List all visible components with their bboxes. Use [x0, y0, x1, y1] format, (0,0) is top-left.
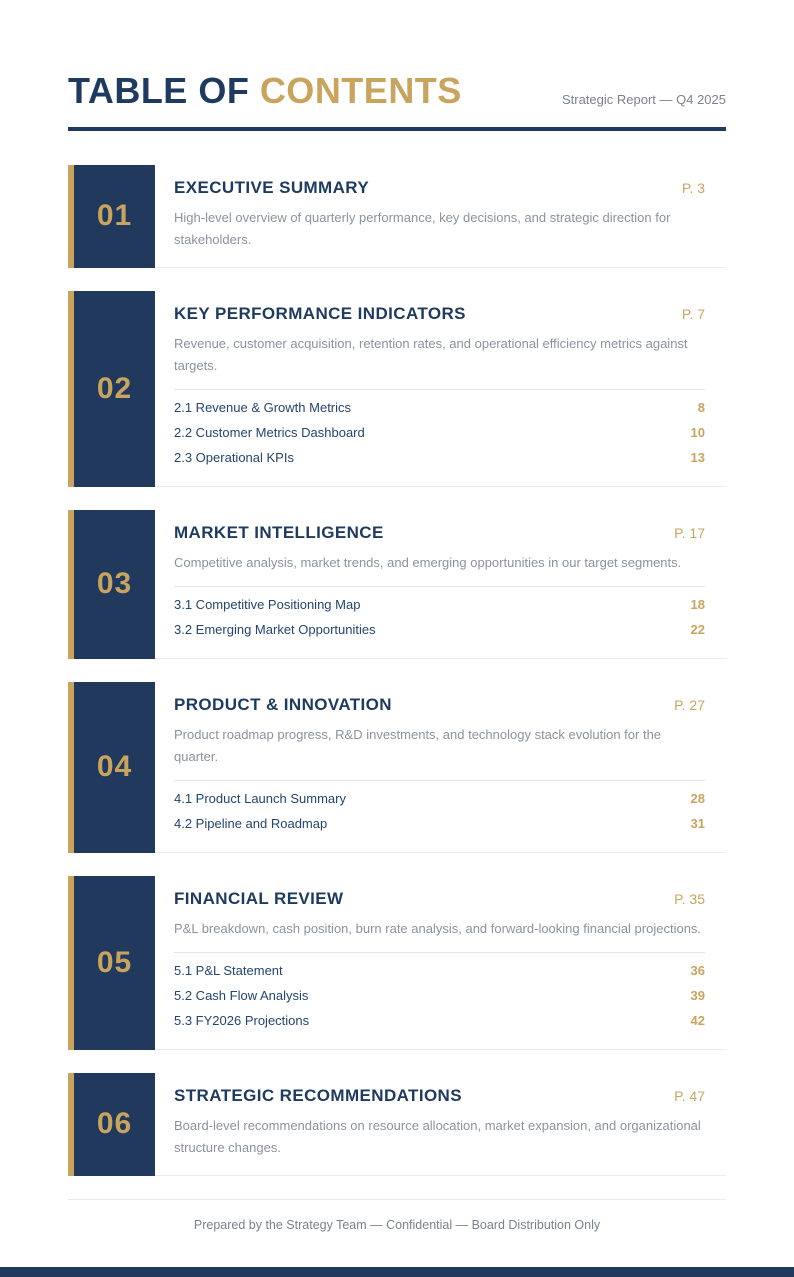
section-number-box — [68, 291, 155, 487]
section-number-box — [68, 510, 155, 659]
subsection-row[interactable] — [174, 395, 705, 420]
section-body — [155, 165, 726, 268]
subsection-label[interactable]: 3.2 Emerging Market Opportunities — [174, 621, 376, 637]
header-divider — [68, 127, 726, 131]
section-title[interactable]: PRODUCT & INNOVATION — [174, 694, 392, 714]
section-description: Revenue, customer acquisition, retention rates, and operational efficiency metrics against targets. — [174, 335, 688, 373]
section-page-number[interactable]: P. 3 — [681, 179, 705, 196]
section-title-row[interactable] — [174, 178, 705, 198]
subsection-page-number[interactable]: 31 — [690, 815, 705, 831]
subsection-label[interactable]: 5.3 FY2026 Projections — [174, 1012, 310, 1028]
section-number-box — [68, 165, 155, 268]
toc-section-financial-review — [68, 876, 726, 1050]
subsection-list — [174, 952, 705, 1033]
section-description: High-level overview of quarterly performance, key decisions, and strategic direction for stakeholders. — [174, 209, 671, 247]
toc-section-key-performance-indicators — [68, 291, 726, 487]
subsection-list — [174, 780, 705, 836]
subsection-row[interactable] — [174, 983, 705, 1008]
subsection-list — [174, 586, 705, 642]
section-body — [155, 876, 726, 1050]
section-title-row[interactable] — [174, 523, 705, 543]
section-description: Board-level recommendations on resource allocation, market expansion, and organizational structure changes. — [174, 1117, 701, 1155]
subsection-label[interactable]: 4.2 Pipeline and Roadmap — [174, 815, 328, 831]
section-page-number[interactable]: P. 17 — [674, 524, 705, 541]
subsection-page-number[interactable]: 13 — [690, 449, 705, 465]
subsection-row[interactable] — [174, 786, 705, 811]
toc-list — [68, 165, 726, 1176]
section-description: Product roadmap progress, R&D investments, and technology stack evolution for the quarter. — [174, 726, 662, 764]
section-page-number[interactable]: P. 47 — [674, 1087, 705, 1104]
subsection-label[interactable]: 5.2 Cash Flow Analysis — [174, 987, 309, 1003]
footer-text: Prepared by the Strategy Team — Confidential — Board Distribution Only — [193, 1217, 601, 1232]
subsection-label[interactable]: 2.3 Operational KPIs — [174, 449, 294, 465]
subsection-page-number[interactable]: 18 — [690, 596, 705, 612]
section-body — [155, 510, 726, 659]
subsection-label[interactable]: 4.1 Product Launch Summary — [174, 790, 346, 806]
section-title[interactable]: MARKET INTELLIGENCE — [174, 522, 384, 542]
subsection-row[interactable] — [174, 420, 705, 445]
subsection-page-number[interactable]: 36 — [690, 962, 705, 978]
section-body — [155, 682, 726, 853]
subsection-row[interactable] — [174, 1008, 705, 1033]
page-title — [68, 72, 462, 110]
section-number: 01 — [96, 199, 133, 233]
section-number-box — [68, 1073, 155, 1176]
section-number: 06 — [96, 1107, 133, 1141]
section-title-row[interactable] — [174, 304, 705, 324]
page-header — [68, 72, 726, 110]
page-title-accent: CONTENTS — [259, 70, 462, 111]
subsection-label[interactable]: 2.2 Customer Metrics Dashboard — [174, 424, 365, 440]
section-description: Competitive analysis, market trends, and emerging opportunities in our target segments. — [174, 554, 682, 570]
toc-section-executive-summary — [68, 165, 726, 268]
toc-section-market-intelligence — [68, 510, 726, 659]
section-number: 04 — [96, 750, 133, 784]
section-number: 02 — [96, 371, 133, 405]
subsection-label[interactable]: 5.1 P&L Statement — [174, 962, 283, 978]
section-number-box — [68, 682, 155, 853]
section-body — [155, 291, 726, 487]
section-page-number[interactable]: P. 27 — [674, 696, 705, 713]
section-title-row[interactable] — [174, 695, 705, 715]
section-page-number[interactable]: P. 35 — [674, 890, 705, 907]
section-number-box — [68, 876, 155, 1050]
section-description: P&L breakdown, cash position, burn rate analysis, and forward-looking financial projections. — [174, 920, 702, 936]
toc-section-strategic-recommendations — [68, 1073, 726, 1176]
section-title[interactable]: KEY PERFORMANCE INDICATORS — [174, 303, 466, 323]
page-footer — [68, 1199, 726, 1232]
section-body — [155, 1073, 726, 1176]
subsection-page-number[interactable]: 10 — [690, 424, 705, 440]
subsection-row[interactable] — [174, 592, 705, 617]
subsection-row[interactable] — [174, 958, 705, 983]
page-title-primary: TABLE OF — [68, 70, 260, 111]
subsection-row[interactable] — [174, 811, 705, 836]
section-title-row[interactable] — [174, 1086, 705, 1106]
section-title-row[interactable] — [174, 889, 705, 909]
section-title[interactable]: FINANCIAL REVIEW — [174, 888, 344, 908]
report-subtitle: Strategic Report — Q4 2025 — [561, 91, 726, 107]
subsection-page-number[interactable]: 22 — [690, 621, 705, 637]
subsection-page-number[interactable]: 28 — [690, 790, 705, 806]
subsection-label[interactable]: 2.1 Revenue & Growth Metrics — [174, 399, 352, 415]
subsection-row[interactable] — [174, 617, 705, 642]
section-page-number[interactable]: P. 7 — [681, 305, 705, 322]
subsection-list — [174, 389, 705, 470]
bottom-accent-bar — [0, 1267, 794, 1277]
section-number: 03 — [96, 567, 133, 601]
subsection-row[interactable] — [174, 445, 705, 470]
section-title[interactable]: EXECUTIVE SUMMARY — [174, 177, 370, 197]
section-number: 05 — [96, 945, 133, 979]
subsection-page-number[interactable]: 8 — [697, 399, 705, 415]
subsection-page-number[interactable]: 39 — [690, 987, 705, 1003]
toc-section-product-innovation — [68, 682, 726, 853]
subsection-page-number[interactable]: 42 — [690, 1012, 705, 1028]
section-title[interactable]: STRATEGIC RECOMMENDATIONS — [174, 1085, 462, 1105]
subsection-label[interactable]: 3.1 Competitive Positioning Map — [174, 596, 361, 612]
